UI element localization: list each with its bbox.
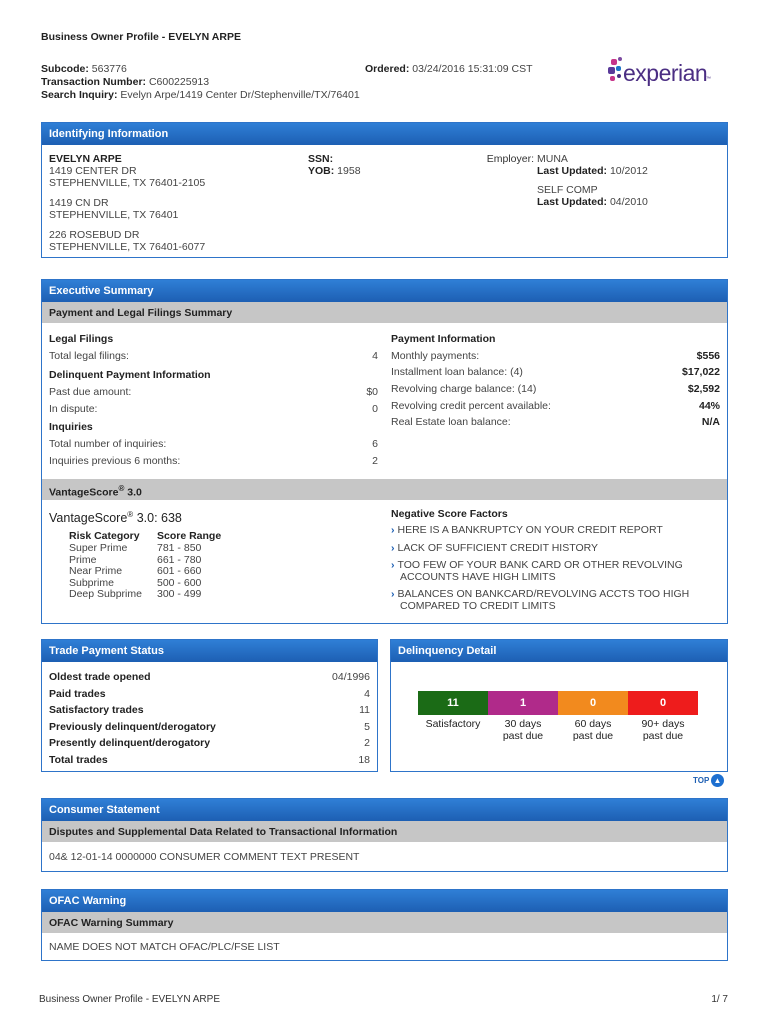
delinquency-bar-label [488,718,558,742]
vantagescore-subheader-version: 3.0 [127,486,142,499]
payment-row-value: $17,022 [682,366,720,378]
score-range: 601 - 660 [157,565,202,577]
negative-factor [391,588,689,612]
logo-text: experian [623,60,708,86]
executive-summary-header: Executive Summary [42,280,727,302]
score-range: 781 - 850 [157,542,202,554]
risk-category: Deep Subprime [69,588,142,600]
search-inquiry-value: Evelyn Arpe/1419 Center Dr/Stephenville/TX/76401 [120,89,360,101]
delinquent-row-label: In dispute: [49,403,98,415]
executive-summary-panel [41,279,728,624]
inquiries-title: Inquiries [49,421,93,433]
consumer-statement-subheader: Disputes and Supplemental Data Related to Transactional Information [42,821,727,842]
consumer-statement-header: Consumer Statement [42,799,727,821]
logo-dot-icon [617,74,621,78]
page-title: Business Owner Profile - EVELYN ARPE [41,31,241,43]
arrow-up-icon[interactable]: ▲ [711,774,724,787]
logo-dot-icon [608,67,615,74]
address-line: STEPHENVILLE, TX 76401-2105 [49,177,206,189]
delinquency-bar-label [628,718,698,742]
bar-label-line: past due [642,730,684,742]
vantagescore-subheader-text: VantageScore [49,486,119,499]
payment-row-label: Real Estate loan balance: [391,416,511,428]
logo-dot-icon [610,76,615,81]
delinquent-title: Delinquent Payment Information [49,369,211,381]
factor-arrow-icon: › [391,542,395,554]
score-range: 300 - 499 [157,588,202,600]
trade-payment-status-panel [41,639,378,772]
footer-title: Business Owner Profile - EVELYN ARPE [39,994,220,1005]
risk-category: Prime [69,553,97,566]
last-updated-value: 10/2012 [609,165,648,177]
logo-dot-icon [611,59,617,65]
consumer-statement-text: 04& 12-01-14 0000000 CONSUMER COMMENT TEXT PRESENT [49,851,360,863]
vantagescore-number: 3.0: 638 [136,511,182,526]
negative-factors-title: Negative Score Factors [391,508,508,520]
payment-row-label: Revolving charge balance: (14) [391,383,537,395]
experian-logo [605,56,715,92]
trade-row-label: Oldest trade opened [49,671,151,683]
report-header-info [41,63,360,102]
factor-text-cont: COMPARED TO CREDIT LIMITS [400,600,556,612]
last-updated-label: Last Updated: [537,165,608,177]
trade-payment-status-header: Trade Payment Status [42,640,377,662]
ssn-label: SSN: [308,153,334,165]
bar-label-line: 60 days [574,718,612,730]
employer-name: SELF COMP [537,184,598,196]
identifying-information-header: Identifying Information [42,123,727,145]
logo-dot-icon [618,57,622,61]
score-range: 500 - 600 [157,576,202,589]
factor-arrow-icon: › [391,588,395,600]
factor-text: HERE IS A BANKRUPTCY ON YOUR CREDIT REPORT [397,524,663,536]
ordered-label: Ordered: [365,63,410,75]
delinquency-bar: 0 [628,691,698,715]
payment-row-value: 44% [698,400,720,412]
risk-category-list [69,543,142,601]
ofac-warning-panel [41,889,728,961]
vantagescore-value [49,510,182,525]
logo-trademark: ™ [706,76,711,82]
delinquency-bar: 1 [488,691,558,715]
bar-label-line: Satisfactory [425,718,481,730]
trade-row-value: 5 [364,720,370,733]
ssn-yob-block [308,153,361,177]
risk-category-header: Risk Category [69,530,140,542]
bar-label-line: past due [572,730,614,742]
address-line: 1419 CENTER DR [49,165,137,177]
top-link-label[interactable]: TOP [693,776,710,785]
delinquency-bar-label [418,718,488,730]
delinquency-bar: 0 [558,691,628,715]
inquiries-row-label: Total number of inquiries: [49,438,167,450]
bar-label-line: 30 days [504,718,542,730]
address-line: STEPHENVILLE, TX 76401-6077 [49,241,206,253]
owner-name: EVELYN ARPE [49,153,122,165]
payment-row-value: N/A [701,416,720,428]
score-range: 661 - 780 [157,553,202,566]
delinquent-row-value: $0 [366,386,378,398]
risk-category: Super Prime [69,542,128,554]
vantagescore-label: VantageScore [49,511,128,526]
factor-text-cont: ACCOUNTS HAVE HIGH LIMITS [400,571,556,583]
trade-row-label: Previously delinquent/derogatory [49,720,216,733]
logo-dot-icon [616,66,621,71]
delinquent-row-value: 0 [372,403,378,415]
identifying-addresses [49,153,205,253]
identifying-information-panel [41,122,728,258]
factor-text: LACK OF SUFFICIENT CREDIT HISTORY [397,542,599,554]
payment-row-value: $556 [696,350,720,362]
ordered-info [365,63,533,75]
risk-category: Subprime [69,576,114,589]
legal-row-value: 4 [372,350,378,362]
last-updated-label: Last Updated: [537,196,608,208]
trade-row-value: 18 [358,753,370,766]
yob-label: YOB: [308,165,335,177]
employer-name: MUNA [537,153,568,165]
factor-arrow-icon: › [391,559,395,571]
delinquent-row-label: Past due amount: [49,386,132,398]
legal-filings-title: Legal Filings [49,333,114,345]
ofac-warning-subheader: OFAC Warning Summary [42,912,727,933]
negative-factor [391,524,663,536]
address-line: STEPHENVILLE, TX 76401 [49,209,179,221]
ordered-value: 03/24/2016 15:31:09 CST [412,63,533,75]
employer-label: Employer: [486,153,534,165]
score-range-list [157,543,201,601]
factor-text: BALANCES ON BANKCARD/REVOLVING ACCTS TOO HIGH [397,588,690,600]
bar-label-line: 90+ days [641,718,685,730]
payment-row-label: Monthly payments: [391,350,480,362]
score-range-header: Score Range [157,530,222,542]
ofac-warning-text: NAME DOES NOT MATCH OFAC/PLC/FSE LIST [49,941,280,953]
inquiries-row-value: 6 [372,438,378,450]
registered-mark: ® [127,510,134,519]
consumer-statement-panel [41,798,728,872]
subcode-value: 563776 [91,63,127,75]
risk-category: Near Prime [69,565,123,577]
negative-factor [391,542,598,554]
inquiries-row-value: 2 [372,455,378,467]
payment-row-label: Revolving credit percent available: [391,400,551,412]
yob-value: 1958 [337,165,361,177]
top-link[interactable] [693,776,722,785]
ofac-warning-header: OFAC Warning [42,890,727,912]
payment-legal-subheader: Payment and Legal Filings Summary [42,302,727,323]
transaction-value: C600225913 [148,76,210,88]
trade-row-label: Presently delinquent/derogatory [49,737,211,749]
factor-arrow-icon: › [391,524,395,536]
payment-row-value: $2,592 [687,383,720,395]
bar-label-line: past due [502,730,544,742]
legal-row-label: Total legal filings: [49,350,129,362]
address-line: 226 ROSEBUD DR [49,229,140,241]
delinquency-bar-label [558,718,628,742]
address-line: 1419 CN DR [49,197,109,209]
payment-row-label: Installment loan balance: (4) [391,366,523,378]
subcode-label: Subcode: [41,63,89,75]
negative-factor [391,559,683,583]
trade-row-label: Paid trades [49,687,106,700]
inquiries-row-label: Inquiries previous 6 months: [49,455,181,467]
trade-row-label: Satisfactory trades [49,704,144,716]
search-inquiry-label: Search Inquiry: [41,89,118,101]
delinquency-detail-header: Delinquency Detail [391,640,727,662]
trade-row-value: 4 [364,687,370,700]
delinquency-detail-panel [390,639,728,772]
page-number: 1/ 7 [711,994,728,1005]
employer-block [537,153,648,208]
factor-text: TOO FEW OF YOUR BANK CARD OR OTHER REVOLVING [397,559,683,571]
transaction-label: Transaction Number: [41,76,147,88]
trade-row-value: 11 [359,704,370,716]
registered-mark: ® [118,484,125,493]
last-updated-value: 04/2010 [609,196,648,208]
vantagescore-subheader [42,479,727,500]
trade-row-value: 2 [364,737,370,749]
trade-row-value: 04/1996 [332,671,370,683]
trade-row-label: Total trades [49,753,108,766]
payment-info-title: Payment Information [391,333,496,345]
delinquency-bar: 11 [418,691,488,715]
